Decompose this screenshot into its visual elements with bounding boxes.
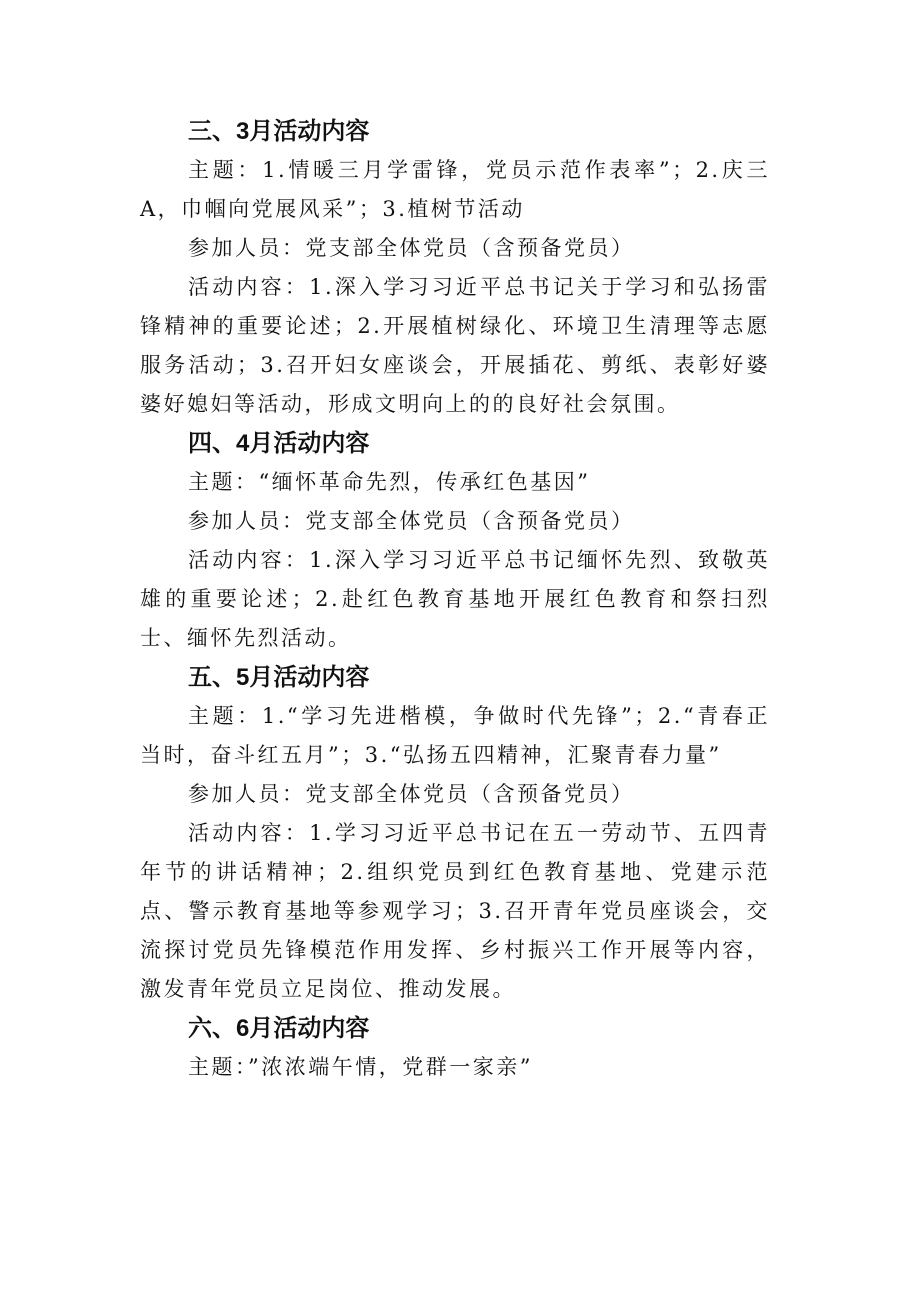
section-heading: 五、5月活动内容: [188, 664, 370, 691]
content-label: 活动内容：: [188, 548, 310, 572]
section-june: [140, 1009, 770, 1087]
section-heading: 六、6月活动内容: [188, 1015, 370, 1042]
content-text: 1.深入学习习近平总书记缅怀先烈、致敬英雄的重要论述；2.赴红色教育基地开展红色教育和祭扫烈士、缅怀先烈活动。: [140, 548, 770, 650]
section-march: [140, 112, 770, 424]
theme-text: ”浓浓端午情，党群一家亲”: [248, 1055, 533, 1079]
participants-label: 参加人员：: [188, 236, 306, 260]
theme-label: 主题：: [188, 158, 263, 182]
participants-paragraph: [140, 775, 770, 814]
participants-text: 党支部全体党员（含预备党员）: [305, 236, 635, 260]
theme-text: 1.“学习先进楷模，争做时代先锋”；2.“青春正当时，奋斗红五月”；3.“弘扬五四精神，汇聚青春力量”: [140, 704, 771, 767]
theme-paragraph: [140, 463, 770, 502]
content-paragraph: [140, 541, 770, 658]
section-heading: 三、3月活动内容: [188, 118, 370, 145]
content-paragraph: [140, 268, 770, 424]
theme-label: 主题：: [188, 470, 259, 494]
theme-label: 主题：: [188, 704, 262, 728]
content-label: 活动内容：: [188, 275, 310, 299]
participants-text: 党支部全体党员（含预备党员）: [305, 782, 635, 806]
content-text: 1.深入学习习近平总书记关于学习和弘扬雷锋精神的重要论述；2.开展植树绿化、环境卫生清理等志愿服务活动；3.召开妇女座谈会，开展插花、剪纸、表彰好婆婆好媳妇等活动，形成文明向上的的良好社会氛围。: [140, 275, 770, 416]
theme-paragraph: [140, 697, 770, 775]
section-heading: 四、4月活动内容: [188, 430, 370, 457]
content-text: 1.学习习近平总书记在五一劳动节、五四青年节的讲话精神；2.组织党员到红色教育基地、党建示范点、警示教育基地等参观学习；3.召开青年党员座谈会，交流探讨党员先锋模范作用发挥、乡村振兴工作开展等内容，激发青年党员立足岗位、推动发展。: [140, 821, 770, 1001]
theme-text: 1.情暖三月学雷锋，党员示范作表率”；2.庆三A，巾帼向党展风采”；3.植树节活动: [140, 158, 771, 221]
participants-text: 党支部全体党员（含预备党员）: [305, 509, 635, 533]
theme-text: “缅怀革命先烈，传承红色基因”: [258, 470, 591, 494]
participants-paragraph: [140, 229, 770, 268]
section-april: [140, 424, 770, 658]
content-label: 活动内容：: [188, 821, 310, 845]
theme-paragraph: [140, 1048, 770, 1087]
section-may: [140, 658, 770, 1009]
participants-label: 参加人员：: [188, 509, 306, 533]
participants-label: 参加人员：: [188, 782, 306, 806]
document-body: [140, 112, 770, 1087]
theme-label: 主题：: [188, 1055, 248, 1079]
participants-paragraph: [140, 502, 770, 541]
theme-paragraph: [140, 151, 770, 229]
content-paragraph: [140, 814, 770, 1009]
